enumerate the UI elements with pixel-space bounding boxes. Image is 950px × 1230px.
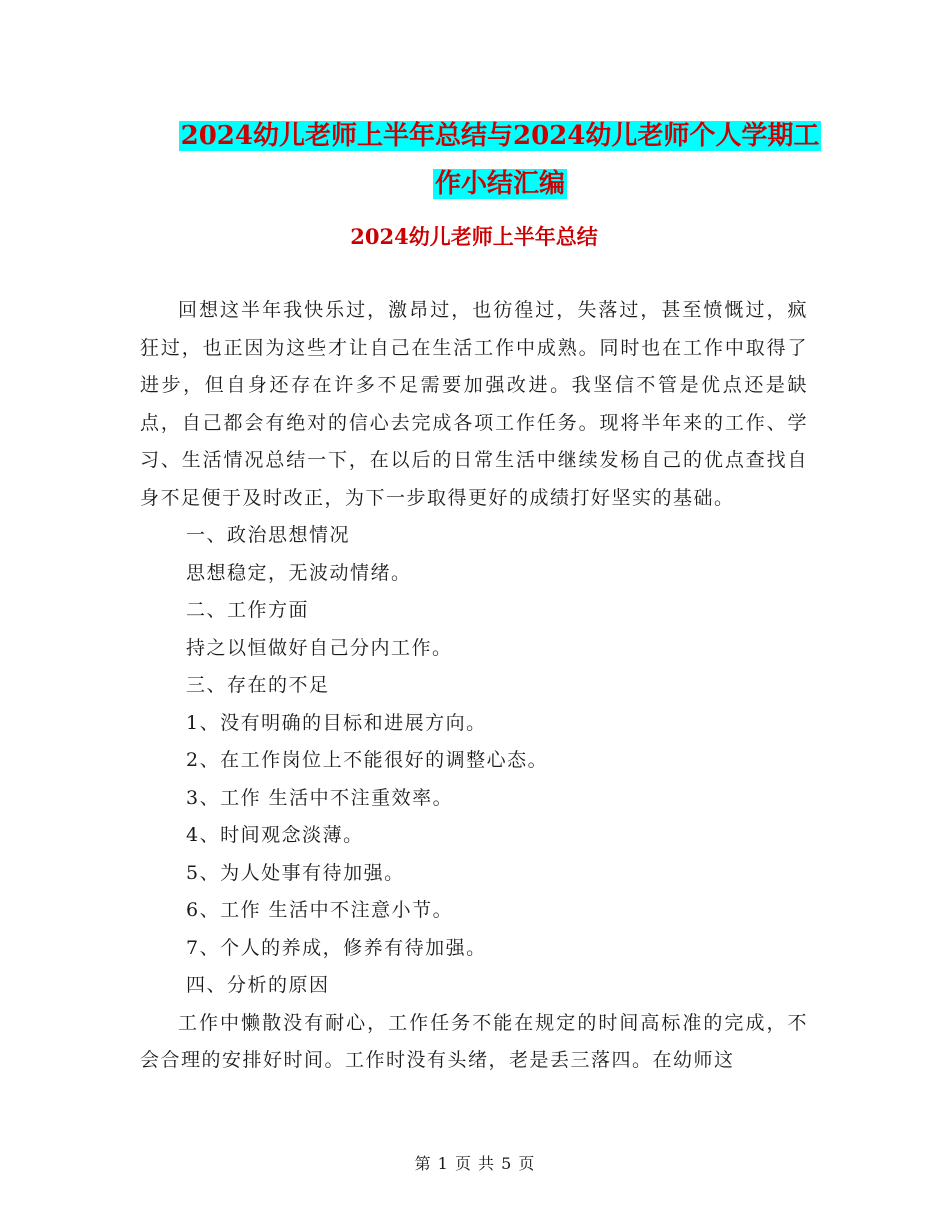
heading-work-aspect: 二、工作方面	[186, 599, 310, 621]
text-line: 思想稳定，无波动情绪。	[186, 561, 412, 584]
heading-shortcomings: 三、存在的不足	[186, 674, 330, 696]
list-item: 1、没有明确的目标和进展方向。	[186, 711, 487, 734]
page-footer: 第 1 页 共 5 页	[414, 1154, 536, 1173]
document-title	[140, 112, 860, 208]
list-item: 6、工作 生活中不注意小节。	[186, 899, 454, 921]
list-item: 3、工作 生活中不注重效率。	[186, 786, 454, 809]
document-title-line-2: 作小结汇编	[434, 169, 565, 199]
text-line: 持之以恒做好自己分内工作。	[186, 636, 453, 659]
heading-political-thought: 一、政治思想情况	[186, 524, 351, 546]
document-body	[140, 292, 808, 1080]
intro-paragraph: 回想这半年我快乐过，激昂过，也彷徨过，失落过，甚至愤慨过，疯狂过，也正因为这些才让自己在生活工作中成熟。同时也在工作中取得了进步，但自身还存在许多不足需要加强改进。我坚信不管是优点还是缺点，自己都会有绝对的信心去完成各项工作任务。现将半年来的工作、学习、生活情况总结一下，在以后的日常生活中继续发杨自己的优点查找自身不足便于及时改正，为下一步取得更好的成绩打好坚实的基础。	[140, 299, 808, 509]
section-title: 2024幼儿老师上半年总结	[350, 224, 598, 249]
list-item: 2、在工作岗位上不能很好的调整心态。	[186, 749, 549, 771]
closing-paragraph: 工作中懒散没有耐心，工作任务不能在规定的时间高标准的完成，不会合理的安排好时间。工作时没有头绪，老是丢三落四。在幼师这	[140, 1011, 808, 1071]
document-title-line-1: 2024幼儿老师上半年总结与2024幼儿老师个人学期工	[180, 121, 820, 151]
list-item: 5、为人处事有待加强。	[186, 861, 405, 884]
heading-analysis-reasons: 四、分析的原因	[186, 974, 330, 996]
list-item: 4、时间观念淡薄。	[186, 824, 364, 846]
list-item: 7、个人的养成，修养有待加强。	[186, 936, 487, 959]
